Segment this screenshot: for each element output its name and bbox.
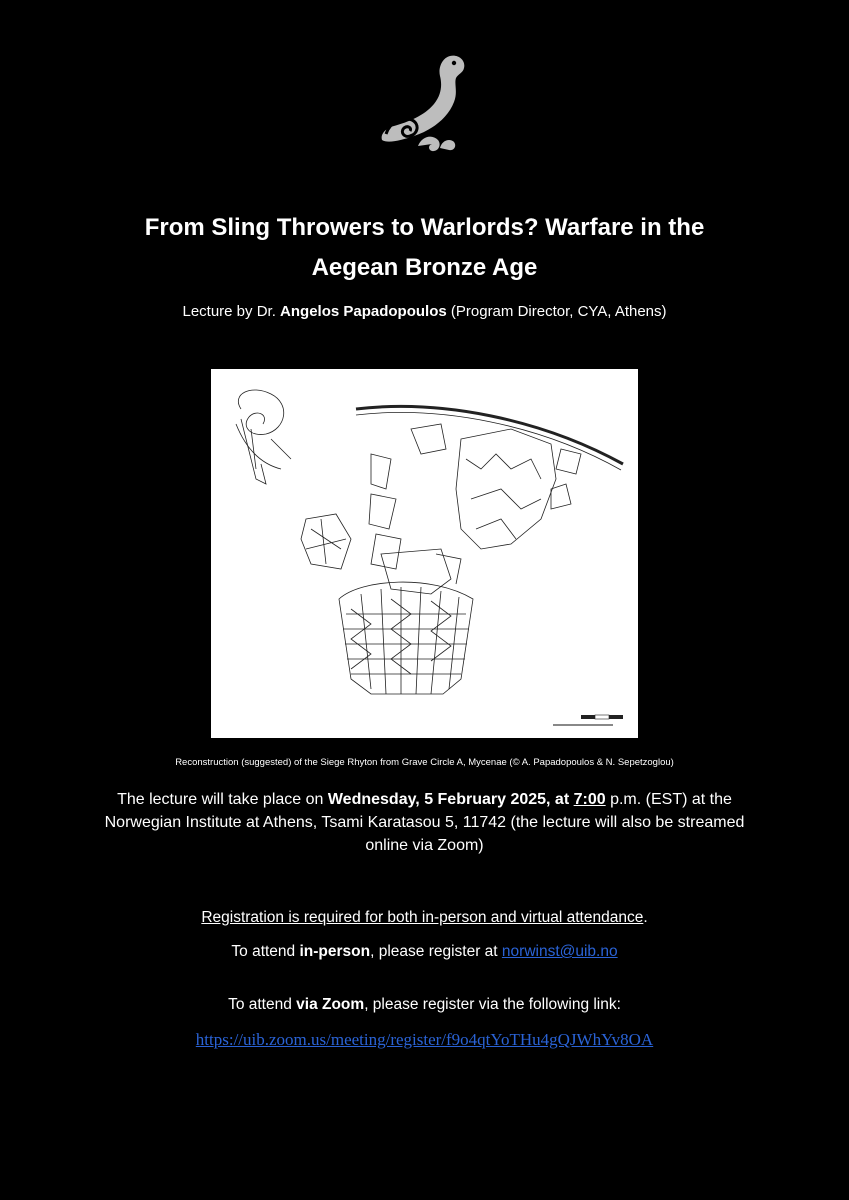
siege-rhyton-drawing-icon <box>211 369 638 738</box>
zoom-bold: via Zoom <box>296 996 365 1013</box>
zoom-link-row <box>40 1028 809 1052</box>
lecture-details <box>90 788 759 857</box>
zoom-registration <box>40 994 809 1016</box>
details-intro: The lecture will take place on <box>117 791 328 808</box>
inperson-bold: in-person <box>299 943 371 960</box>
lecture-time: 7:00 <box>573 791 606 808</box>
inperson-registration <box>40 941 809 963</box>
subtitle-prefix: Lecture by Dr. <box>182 303 281 320</box>
lecture-title <box>80 208 769 288</box>
inperson-mid: , please register at <box>370 943 502 960</box>
inperson-prefix: To attend <box>231 943 300 960</box>
speaker-name: Angelos Papadopoulos <box>280 303 447 320</box>
image-caption: Reconstruction (suggested) of the Siege Rhyton from Grave Circle A, Mycenae (© A. Papadopoulos & N. Sepetzoglou) <box>175 757 674 768</box>
details-rest: p.m. (EST) at the Norwegian Institute at Athens, Tsami Karatasou 5, 11742 (the lecture will also be streamed online via Zoom) <box>104 791 745 854</box>
subtitle-suffix: (Program Director, CYA, Athens) <box>446 303 667 320</box>
registration-notice-end: . <box>643 909 648 926</box>
scale-bar <box>553 715 623 726</box>
email-link[interactable]: norwinst@uib.no <box>501 943 618 960</box>
title-line-2: Aegean Bronze Age <box>311 254 538 281</box>
title-line-1: From Sling Throwers to Warlords? Warfare in the <box>144 214 705 241</box>
registration-notice-text: Registration is required for both in-person and virtual attendance <box>201 909 644 926</box>
lecture-date: Wednesday, 5 February 2025, at <box>327 791 574 808</box>
zoom-prefix: To attend <box>228 996 297 1013</box>
rhyton-reconstruction-image <box>211 369 638 738</box>
institute-logo <box>378 52 470 154</box>
lecture-subtitle <box>60 301 789 323</box>
zoom-suffix: , please register via the following link: <box>364 996 621 1013</box>
registration-notice <box>40 907 809 929</box>
zoom-registration-link[interactable]: https://uib.zoom.us/meeting/register/f9o4qtYoTHu4gQJWhYv8OA <box>195 1030 654 1049</box>
